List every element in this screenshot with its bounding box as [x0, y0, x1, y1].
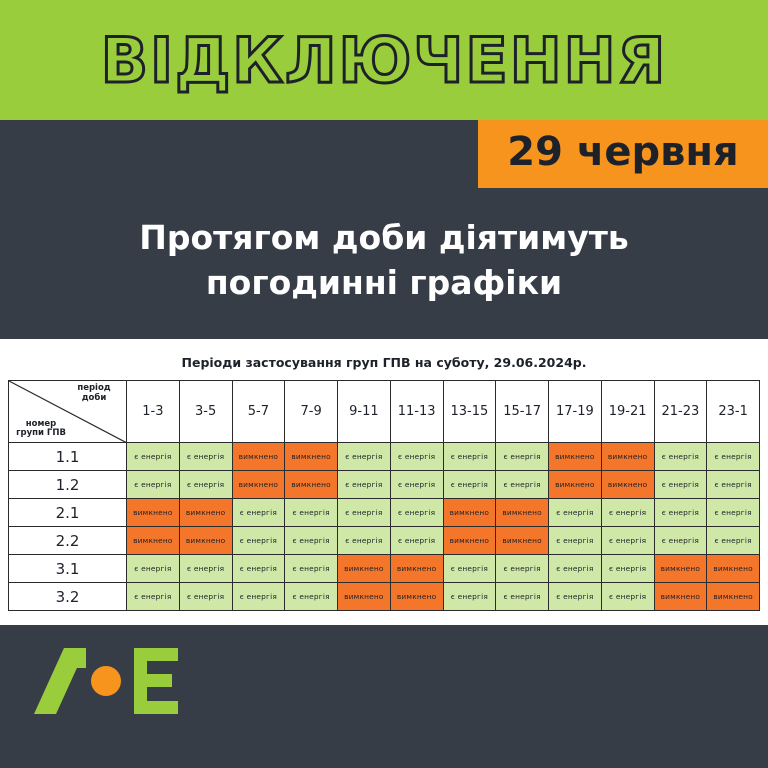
- status-cell-energized: є енергія: [496, 555, 549, 583]
- status-cell-outage: вимкнено: [232, 443, 285, 471]
- status-cell-outage: вимкнено: [443, 499, 496, 527]
- status-cell-energized: є енергія: [179, 443, 232, 471]
- group-number-cell: 3.2: [9, 583, 127, 611]
- status-cell-outage: вимкнено: [601, 471, 654, 499]
- table-corner-header: [9, 381, 127, 443]
- group-number-cell: 3.1: [9, 555, 127, 583]
- status-cell-energized: є енергія: [549, 555, 602, 583]
- status-cell-energized: є енергія: [338, 471, 391, 499]
- status-cell-energized: є енергія: [549, 527, 602, 555]
- status-cell-energized: є енергія: [127, 443, 180, 471]
- status-cell-outage: вимкнено: [443, 527, 496, 555]
- column-header-hour: 13-15: [443, 381, 496, 443]
- corner-group-label-line2: групи ГПВ: [16, 428, 66, 439]
- status-cell-energized: є енергія: [285, 555, 338, 583]
- schedule-block: [0, 339, 768, 625]
- column-header-hour: 17-19: [549, 381, 602, 443]
- status-cell-energized: є енергія: [549, 583, 602, 611]
- status-cell-energized: є енергія: [232, 499, 285, 527]
- status-cell-outage: вимкнено: [338, 555, 391, 583]
- status-cell-outage: вимкнено: [707, 583, 760, 611]
- status-cell-energized: є енергія: [654, 499, 707, 527]
- status-cell-outage: вимкнено: [127, 499, 180, 527]
- column-header-hour: 19-21: [601, 381, 654, 443]
- status-cell-energized: є енергія: [390, 499, 443, 527]
- status-cell-energized: є енергія: [654, 471, 707, 499]
- column-header-hour: 9-11: [338, 381, 391, 443]
- status-cell-outage: вимкнено: [179, 499, 232, 527]
- corner-period-label: [66, 384, 122, 404]
- status-cell-energized: є енергія: [127, 471, 180, 499]
- schedule-table-body: [9, 443, 760, 611]
- status-cell-energized: є енергія: [496, 443, 549, 471]
- status-cell-outage: вимкнено: [496, 499, 549, 527]
- status-cell-energized: є енергія: [601, 527, 654, 555]
- status-cell-energized: є енергія: [707, 471, 760, 499]
- status-cell-energized: є енергія: [707, 443, 760, 471]
- status-cell-energized: є енергія: [232, 555, 285, 583]
- status-cell-outage: вимкнено: [390, 583, 443, 611]
- table-row: [9, 471, 760, 499]
- status-cell-energized: є енергія: [338, 499, 391, 527]
- column-header-hour: 21-23: [654, 381, 707, 443]
- schedule-table: [8, 380, 760, 611]
- footer: [0, 625, 768, 737]
- status-cell-energized: є енергія: [707, 527, 760, 555]
- group-number-cell: 2.1: [9, 499, 127, 527]
- status-cell-energized: є енергія: [549, 499, 602, 527]
- status-cell-outage: вимкнено: [549, 471, 602, 499]
- table-row: [9, 555, 760, 583]
- top-banner: [0, 0, 768, 120]
- corner-group-label-line1: номер: [25, 418, 57, 429]
- status-cell-energized: є енергія: [443, 443, 496, 471]
- banner-title: ВІДКЛЮЧЕННЯ: [100, 23, 668, 97]
- column-header-hour: 15-17: [496, 381, 549, 443]
- status-cell-energized: є енергія: [179, 471, 232, 499]
- status-cell-energized: є енергія: [601, 499, 654, 527]
- status-cell-energized: є енергія: [390, 527, 443, 555]
- status-cell-energized: є енергія: [654, 443, 707, 471]
- status-cell-outage: вимкнено: [549, 443, 602, 471]
- status-cell-outage: вимкнено: [390, 555, 443, 583]
- status-cell-energized: є енергія: [232, 583, 285, 611]
- status-cell-energized: є енергія: [285, 527, 338, 555]
- corner-period-label-line1: період: [77, 383, 111, 394]
- status-cell-outage: вимкнено: [338, 583, 391, 611]
- table-caption: Періоди застосування груп ГПВ на суботу, 29.06.2024р.: [181, 355, 587, 371]
- status-cell-outage: вимкнено: [707, 555, 760, 583]
- status-cell-outage: вимкнено: [654, 583, 707, 611]
- column-header-hour: 1-3: [127, 381, 180, 443]
- status-cell-energized: є енергія: [127, 555, 180, 583]
- table-row: [9, 443, 760, 471]
- group-number-cell: 2.2: [9, 527, 127, 555]
- column-header-hour: 3-5: [179, 381, 232, 443]
- status-cell-outage: вимкнено: [127, 527, 180, 555]
- column-header-hour: 5-7: [232, 381, 285, 443]
- headline: [0, 188, 768, 339]
- date-strip: [0, 120, 768, 188]
- table-row: [9, 527, 760, 555]
- status-cell-outage: вимкнено: [285, 471, 338, 499]
- status-cell-outage: вимкнено: [232, 471, 285, 499]
- status-cell-energized: є енергія: [338, 443, 391, 471]
- group-number-cell: 1.2: [9, 471, 127, 499]
- status-cell-outage: вимкнено: [285, 443, 338, 471]
- column-header-hour: 7-9: [285, 381, 338, 443]
- table-row: [9, 583, 760, 611]
- status-cell-energized: є енергія: [285, 583, 338, 611]
- column-header-hour: 11-13: [390, 381, 443, 443]
- status-cell-energized: є енергія: [707, 499, 760, 527]
- table-header-row: [9, 381, 760, 443]
- date-badge: 29 червня: [478, 120, 768, 188]
- status-cell-energized: є енергія: [390, 443, 443, 471]
- status-cell-energized: є енергія: [496, 471, 549, 499]
- status-cell-energized: є енергія: [127, 583, 180, 611]
- status-cell-energized: є енергія: [496, 583, 549, 611]
- status-cell-energized: є енергія: [601, 583, 654, 611]
- loe-logo: [30, 644, 180, 718]
- corner-group-label: [12, 420, 70, 440]
- headline-line-2: погодинні графіки: [205, 262, 563, 302]
- status-cell-energized: є енергія: [179, 555, 232, 583]
- table-row: [9, 499, 760, 527]
- status-cell-outage: вимкнено: [179, 527, 232, 555]
- status-cell-outage: вимкнено: [496, 527, 549, 555]
- status-cell-energized: є енергія: [285, 499, 338, 527]
- corner-period-label-line2: доби: [81, 392, 107, 403]
- status-cell-energized: є енергія: [443, 471, 496, 499]
- status-cell-outage: вимкнено: [601, 443, 654, 471]
- headline-line-1: Протягом доби діятимуть: [139, 218, 629, 257]
- status-cell-energized: є енергія: [443, 555, 496, 583]
- status-cell-energized: є енергія: [232, 527, 285, 555]
- status-cell-energized: є енергія: [601, 555, 654, 583]
- status-cell-energized: є енергія: [179, 583, 232, 611]
- group-number-cell: 1.1: [9, 443, 127, 471]
- column-header-hour: 23-1: [707, 381, 760, 443]
- status-cell-energized: є енергія: [338, 527, 391, 555]
- status-cell-energized: є енергія: [390, 471, 443, 499]
- status-cell-outage: вимкнено: [654, 555, 707, 583]
- status-cell-energized: є енергія: [654, 527, 707, 555]
- status-cell-energized: є енергія: [443, 583, 496, 611]
